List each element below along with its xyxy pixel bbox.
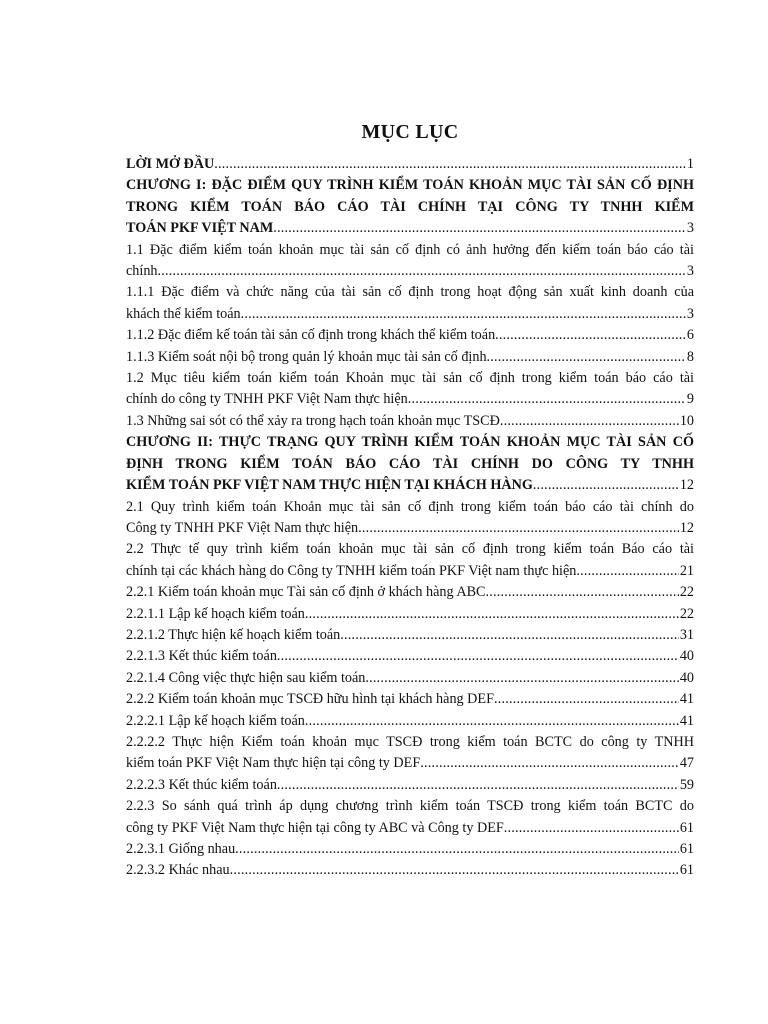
toc-entry[interactable]	[126, 689, 694, 710]
dot-leader	[305, 604, 679, 625]
toc-entry-text: chính do công ty TNHH PKF Việt Nam thực hiện	[126, 391, 408, 408]
toc-entry[interactable]	[126, 646, 694, 667]
dot-leader	[277, 775, 679, 796]
toc-entry-text-lead: 1.2 Mục tiêu kiểm toán kiểm toán Khoản mục tài sản cố định trong kiểm toán báo cáo tài	[126, 370, 694, 387]
toc-entry-line	[126, 689, 694, 710]
toc-entry-text-lead: CHƯƠNG II: THỰC TRẠNG QUY TRÌNH KIỂM TOÁN KHOẢN MỤC TÀI SẢN CỐ ĐỊNH TRONG KIỂM TOÁN BÁO CÁO TÀI CHÍNH DO CÔNG TY TNHH	[126, 434, 694, 472]
page-number: 61	[679, 841, 694, 857]
toc-entry-text-lead: 2.2 Thực tế quy trình kiểm toán khoản mục tài sản cố định trong kiểm toán Báo cáo tài	[126, 541, 694, 558]
toc-entry-text: 2.2.1.1 Lập kế hoạch kiểm toán	[126, 605, 305, 622]
dot-leader	[340, 625, 679, 646]
toc-entry-text-lead: 1.1 Đặc điểm kiểm toán khoản mục tài sản cố định có ảnh hưởng đến kiểm toán báo cáo tài	[126, 241, 694, 258]
toc-entry[interactable]	[126, 860, 694, 881]
toc-entry[interactable]	[126, 154, 694, 175]
table-of-contents	[126, 154, 694, 882]
toc-entry-line	[126, 839, 694, 860]
toc-entry-text: 2.2.2 Kiểm toán khoản mục TSCĐ hữu hình tại khách hàng DEF	[126, 691, 494, 708]
dot-leader	[576, 561, 678, 582]
dot-leader	[486, 582, 679, 603]
page-number: 12	[679, 519, 694, 536]
toc-entry-line	[126, 604, 694, 625]
page-number: 3	[686, 220, 694, 237]
toc-entry[interactable]	[126, 432, 694, 496]
toc-entry[interactable]	[126, 604, 694, 625]
toc-entry-text: 1.1.2 Đặc điểm kế toán tài sản cố định trong khách thể kiểm toán	[126, 327, 496, 344]
toc-entry-line	[126, 304, 694, 325]
page-title: MỤC LỤC	[361, 121, 459, 143]
toc-entry-line	[126, 711, 694, 732]
page-number: 21	[679, 562, 694, 579]
toc-entry-text: công ty PKF Việt Nam thực hiện tại công ty ABC và Công ty DEF	[126, 819, 504, 836]
toc-entry-text: 2.2.1.4 Công việc thực hiện sau kiểm toán	[126, 669, 366, 686]
dot-leader	[305, 711, 679, 732]
toc-entry[interactable]	[126, 582, 694, 603]
page-number: 22	[679, 605, 694, 622]
toc-entry[interactable]	[126, 411, 694, 432]
toc-entry[interactable]	[126, 796, 694, 839]
toc-entry[interactable]	[126, 732, 694, 775]
dot-leader	[235, 839, 679, 860]
toc-entry-text: 2.2.1.3 Kết thúc kiểm toán	[126, 648, 277, 665]
dot-leader	[277, 646, 679, 667]
dot-leader	[487, 347, 686, 368]
toc-entry-text: 1.1.3 Kiểm soát nội bộ trong quản lý khoản mục tài sản cố định	[126, 348, 487, 365]
toc-entry-line	[126, 411, 694, 432]
toc-entry-line	[126, 475, 694, 496]
toc-entry-text: KIỂM TOÁN PKF VIỆT NAM THỰC HIỆN TẠI KHÁCH HÀNG	[126, 477, 533, 494]
page-number: 40	[679, 648, 694, 665]
toc-entry-text: 2.2.3.1 Giống nhau	[126, 841, 236, 857]
toc-entry[interactable]	[126, 368, 694, 411]
page-number: 59	[679, 776, 694, 793]
page-number: 41	[679, 691, 694, 708]
toc-entry[interactable]	[126, 625, 694, 646]
toc-entry-text: kiểm toán PKF Việt Nam thực hiện tại công ty DEF	[126, 755, 421, 772]
page-number: 9	[686, 391, 694, 408]
document-page	[126, 118, 694, 882]
toc-entry[interactable]	[126, 539, 694, 582]
toc-entry[interactable]	[126, 347, 694, 368]
toc-entry-text: TOÁN PKF VIỆT NAM	[126, 220, 274, 237]
dot-leader	[495, 325, 686, 346]
page-number: 3	[686, 305, 694, 322]
toc-entry-text-lead: 2.1 Quy trình kiểm toán Khoản mục tài sản cố định trong kiểm toán báo cáo tài chính do	[126, 498, 694, 515]
toc-entry-text: 2.2.3.2 Khác nhau	[126, 862, 230, 879]
toc-entry-text: 2.2.1.2 Thực hiện kế hoạch kiểm toán	[126, 626, 341, 643]
dot-leader	[504, 818, 679, 839]
toc-entry[interactable]	[126, 497, 694, 540]
toc-entry[interactable]	[126, 775, 694, 796]
toc-entry-line	[126, 818, 694, 839]
toc-entry-line	[126, 325, 694, 346]
page-number: 41	[679, 712, 694, 729]
toc-entry-text-lead: 1.1.1 Đặc điểm và chức năng của tài sản cố định trong hoạt động sản xuất kinh doanh của	[126, 284, 694, 301]
dot-leader	[241, 304, 686, 325]
toc-entry-text: chính	[126, 263, 158, 280]
toc-entry-line	[126, 218, 694, 239]
dot-leader	[365, 668, 678, 689]
toc-entry[interactable]	[126, 839, 694, 860]
toc-entry-text: 2.2.2.1 Lập kế hoạch kiểm toán	[126, 712, 305, 729]
toc-entry-text: chính tại các khách hàng do Công ty TNHH kiểm toán PKF Việt nam thực hiện	[126, 562, 577, 579]
page-number: 12	[679, 477, 694, 494]
toc-entry-text-lead: 2.2.2.2 Thực hiện Kiểm toán khoản mục TSCĐ trong kiểm toán BCTC do công ty TNHH	[126, 733, 694, 750]
toc-entry-line	[126, 347, 694, 368]
page-number: 61	[679, 862, 694, 879]
dot-leader	[358, 518, 679, 539]
toc-entry[interactable]	[126, 240, 694, 283]
toc-entry-line	[126, 582, 694, 603]
toc-entry-text: 2.2.2.3 Kết thúc kiểm toán	[126, 776, 277, 793]
page-number: 10	[679, 412, 694, 429]
toc-entry-text: LỜI MỞ ĐẦU	[126, 156, 215, 172]
page-number: 40	[679, 669, 694, 686]
dot-leader	[420, 753, 679, 774]
toc-entry-text: khách thể kiểm toán	[126, 305, 241, 322]
toc-entry-line	[126, 261, 694, 282]
toc-entry-text: Công ty TNHH PKF Việt Nam thực hiện	[126, 519, 359, 536]
toc-entry-text-lead: CHƯƠNG I: ĐẶC ĐIỂM QUY TRÌNH KIỂM TOÁN KHOẢN MỤC TÀI SẢN CỐ ĐỊNH TRONG KIỂM TOÁN BÁO CÁO TÀI CHÍNH TẠI CÔNG TY TNHH KIỂM	[126, 177, 694, 215]
page-number: 31	[679, 626, 694, 643]
toc-entry-text: 1.3 Những sai sót có thể xảy ra trong hạch toán khoản mục TSCĐ	[126, 412, 500, 429]
dot-leader	[408, 389, 686, 410]
toc-entry-line	[126, 646, 694, 667]
dot-leader	[273, 218, 686, 239]
dot-leader	[158, 261, 686, 282]
dot-leader	[533, 475, 679, 496]
toc-entry[interactable]	[126, 175, 694, 239]
page-number: 22	[679, 584, 694, 601]
page-number: 8	[686, 348, 694, 365]
page-number: 1	[686, 156, 694, 172]
dot-leader	[500, 411, 679, 432]
toc-entry-line	[126, 518, 694, 539]
toc-entry-line	[126, 775, 694, 796]
page-number: 61	[679, 819, 694, 836]
toc-entry[interactable]	[126, 711, 694, 732]
toc-entry-line	[126, 561, 694, 582]
dot-leader	[494, 689, 679, 710]
toc-entry-line	[126, 625, 694, 646]
toc-entry-text-lead: 2.2.3 So sánh quá trình áp dụng chương trình kiểm toán TSCĐ trong kiểm toán BCTC do	[126, 798, 694, 815]
toc-entry[interactable]	[126, 282, 694, 325]
toc-entry-line	[126, 389, 694, 410]
toc-entry-line	[126, 860, 694, 881]
toc-entry-line	[126, 668, 694, 689]
page-number: 47	[679, 755, 694, 772]
toc-entry[interactable]	[126, 325, 694, 346]
toc-entry[interactable]	[126, 668, 694, 689]
page-number: 6	[686, 327, 694, 344]
page-number: 3	[686, 263, 694, 280]
dot-leader	[214, 154, 686, 175]
toc-entry-line	[126, 753, 694, 774]
toc-entry-line	[126, 154, 694, 175]
dot-leader	[230, 860, 679, 881]
toc-entry-text: 2.2.1 Kiểm toán khoản mục Tài sản cố định ở khách hàng ABC	[126, 584, 486, 601]
